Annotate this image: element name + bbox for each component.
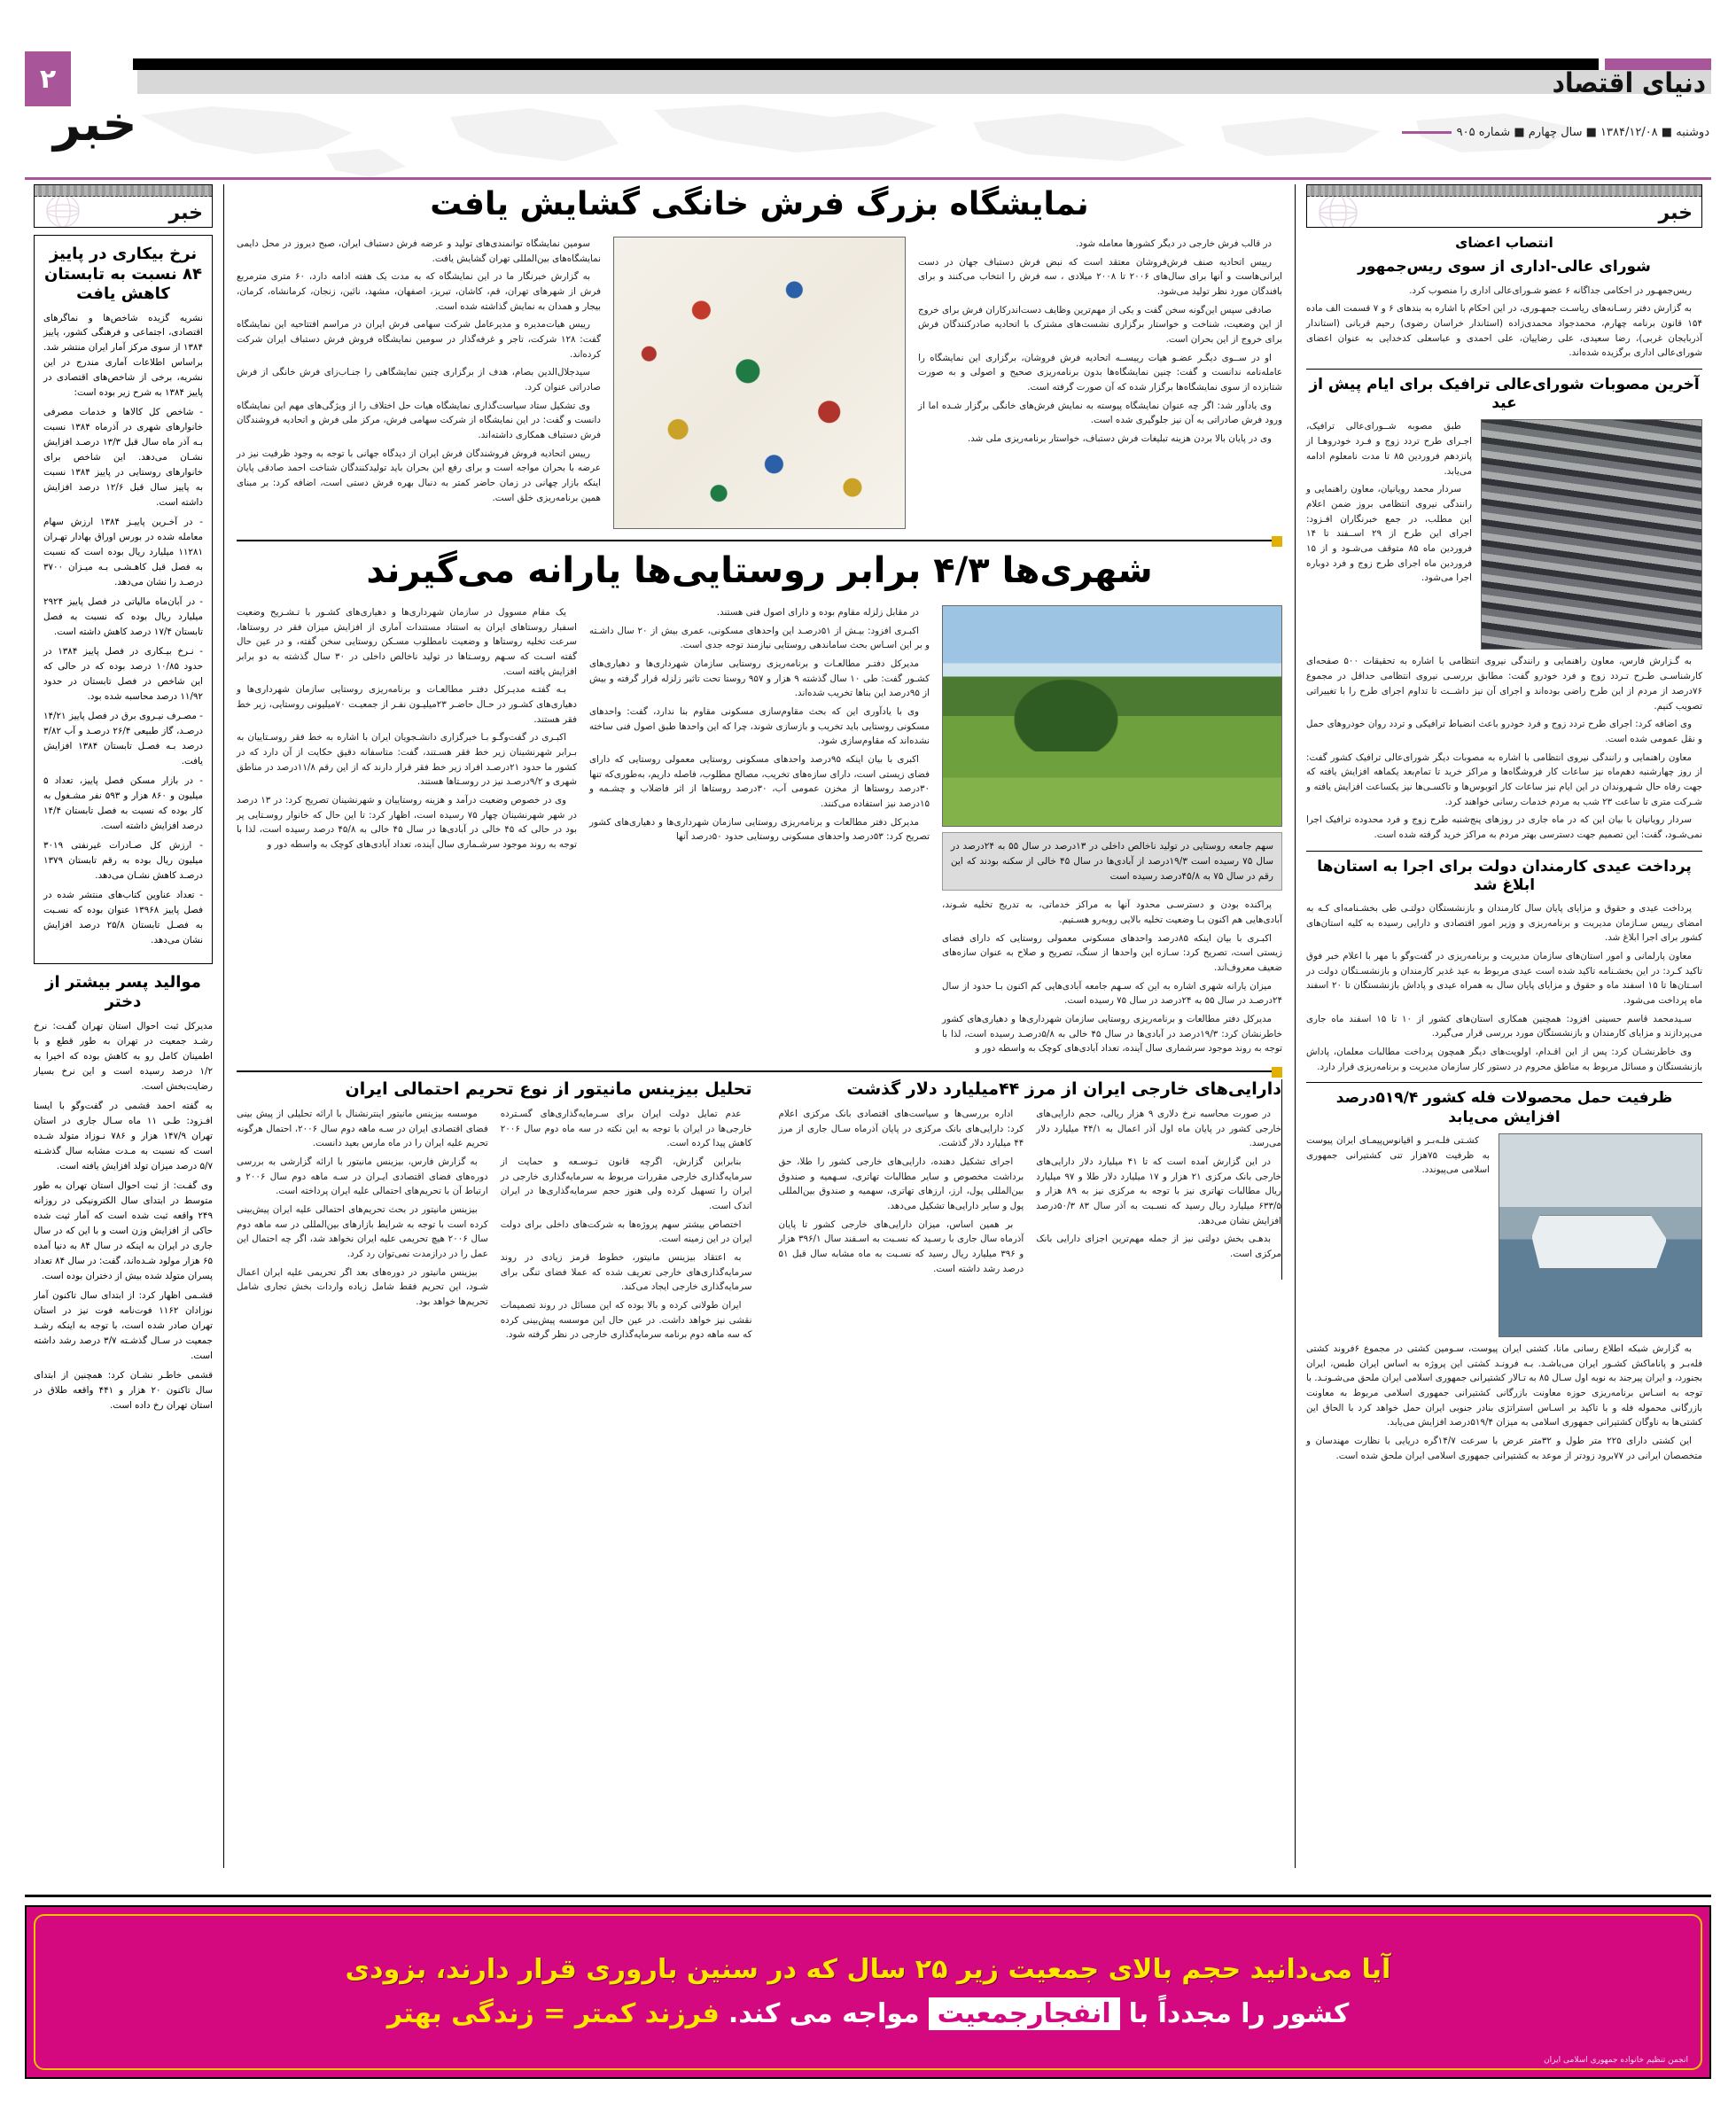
ad-headline-line2 <box>387 1997 1350 2030</box>
dateline-text: دوشنبه ■ ۱۳۸۴/۱۲/۰۸ ■ سال چهارم ■ شماره ۹۰۵ <box>1456 126 1709 139</box>
paragraph: او در ســوی دیگـر عضـو هیات رییســه اتحادیه فرش فروشان، برگزاری این نمایشگاه را عامله‌نامه ندانست و گفت: چنین نمایشگاه‌ها بدون برنامه‌ریزی صحیح و اصولی و به صورت شتابزده از سوی نمایشگاه‌ها برگزار شده که آن صورت گرفته است. <box>918 352 1282 393</box>
article-body-right <box>237 1107 488 1346</box>
section-divider <box>237 540 1282 541</box>
paragraph: وی اضافه کرد: اجرای طرح تردد زوج و فرد خودرو باعث انضباط ترافیکی و تردد روان خودروهای حمل و نقل عمومی شده است. <box>1306 719 1702 744</box>
article-headline: تحلیل بیزینس مانیتور از نوع تحریم احتمالی ایران <box>345 1079 752 1100</box>
paragraph: - در آبان‌ماه مالیاتی در فصل پاییز ۲۹۲۴ میلیارد ریال بوده که نسبت به فصل تابستان ۱۷/۴ درصد کاهش داشته است. <box>43 596 203 638</box>
paragraph: وی در پایان بالا بردن هزینه تبلیغات فرش دستباف، خواستار برنامه‌ریزی ملی شد. <box>968 433 1272 445</box>
paragraph: عدم تمایل دولت ایران برای سـرمایه‌گذاری‌های گسـترده خارجی‌ها در ایران با توجه به این نکته در سه ماه دوم سال ۲۰۰۶ کاهش پیدا کرده است. <box>500 1108 752 1149</box>
paragraph: سومین نمایشگاه توانمندی‌های تولید و عرضه فرش دستباف ایران، صبح دیروز در محل دایمی نمایشگاه‌های بین‌المللی تهران گشایش یافت. <box>237 238 601 264</box>
paragraph: سـیدمحمد قاسم حسینی افزود: همچنین همکاری استان‌های کشور از ۱۰ تا ۱۵ اسفند ماه جاری می‌پردازند و مزایای کارمندان و بازنشستگان مورد بررسی قرار می‌گیرد. <box>1306 1013 1702 1039</box>
paragraph: پرداخت عیدی و حقوق و مزایای پایان سال کارمندان و بازنشستگان دولتـی طی بخشـنامه‌ای کـه به امضای رییس سـازمان مدیریت و برنامه‌ریزی و وزیر امور اقتصادی و دارایی رسیده به کلیه استان‌های کشور برای اجرا ابلاغ شد. <box>1306 903 1702 944</box>
paragraph: بـه گفتـه مدیـرکل دفتـر مطالعـات و برنامه‌ریزی روستایی سازمان شهرداری‌ها و دهیاری‌های کشـور در حـال حاضـر ۲۳میلیـون نفـر از جمعیـت ۷۰میلیونی روستایی، زیر خط فقر هستند. <box>237 684 577 725</box>
paragraph: به گـزارش فارس، معاون راهنمایی و رانندگی نیروی انتظامی با اشاره به تحقیقات ۵۰۰ صفحه‌ای کارشناسـی طـرح تـردد زوج و فرد خودرو گفت: مطابق بررسـی نیروی انتظامی حداقل در مجموع ۷۶درصد از مردم از این طرح راضی بوده‌اند و اجرای آن نیز داشــت تا تداوم اجرای طرح را با تغییراتی تصویب کنیم. <box>1306 656 1702 712</box>
kicker-hatch <box>35 185 212 197</box>
article-body <box>1306 654 1702 842</box>
masthead-black-bar <box>133 58 1599 70</box>
paragraph: وی با یادآوری این که بحث مقاوم‌سازی مسکونی مقاوم بنا ندارد، گفت: واحدهای مسکونی روستایی باید تخریب و بازسازی شوند، چرا که این واحدها طبق اصول فنی ساخته نشده‌اند که مقاوم‌سازی شود. <box>589 706 930 747</box>
masthead-accent-rule <box>25 177 1711 180</box>
paragraph: اداره بررسی‌ها و سیاست‌های اقتصادی بانک مرکزی اعلام کرد: دارایی‌های بانک مرکزی در پایان آذرماه سـال جاری از مرز ۴۴ میلیارد دلار گذشت. <box>778 1108 1024 1149</box>
paragraph: مدیرکل ثبت احوال استان تهران گفـت: نرخ رشـد جمعیت در تهران به طور قطع و با اطمینان کامل رو به کاهش بوده که اخیرا به ۱/۲ درصد رسیده است و این نرخ بسیار رضایت‌بخش است. <box>34 1020 213 1092</box>
bottom-article-pair <box>237 1079 1282 1346</box>
paragraph: اکبـری افزود: بیـش از ۵۱درصـد این واحدهای مسکونی، عمری بیش از ۲۰ سال داشـته و بر این اسـاس بحث ساماندهی روستایی نیازمند توجه جدی است. <box>589 625 930 651</box>
paragraph: وی یادآور شد: اگر چه عنوان نمایشگاه پیوسته به نمایش فرش‌های خانگی برگزار شـده اما از ورود فرش صادراتی به آن نیز جلوگیری شده است. <box>918 400 1282 426</box>
paragraph: - شاخص کل کالاها و خدمات مصرفی خانوارهای شهری در آذرماه ۱۳۸۴ نسبت بـه آذر ماه سال قبل ۱۳/۳ درصـد افزایش نشـان می‌دهد. این شاخص برای خانوارهای روستایی در پاییز ۱۳۸۴ نسبت به پاییز سال قبل ۱۲/۶ درصد افزایش داشته است. <box>43 407 203 509</box>
paragraph: صادقی سپس این‌گونه سخن گفت و یکی از مهم‌ترین وظایف دست‌اندرکاران فرش برای خروج از این وضعیت، شناخت و خواستار برگزاری نشست‌های مشترک با اتحادیه صادرکنندگان فرش برای خروج از این بحران است. <box>918 304 1282 346</box>
paragraph: - تعداد عناوین کتاب‌های منتشر شده در فصل پاییز ۱۳۹۶۸ عنوان بوده که نسـبت به فصـل تابستان ۲۵/۸ درصد افزایش نشان می‌دهد. <box>43 889 203 946</box>
ad-slogan: فرزند کمتر = زندگی بهتر <box>386 1998 720 2029</box>
kicker-label: خبر <box>168 201 203 224</box>
photo-persian-carpet <box>613 237 906 529</box>
paragraph: مدیرکل دفتر مطالعات و برنامه‌ریزی روستایی سازمان شهرداری‌ها و دهیاری‌های کشور تصریح کرد: ۵۳درصد واحدهای مسکونی روستایی حدود ۵۰درصد آنها <box>589 816 930 843</box>
paragraph: رییس اتحادیه فروش فروشندگان فرش ایران از دیدگاه جهانی با توجه به وجود ظرفیت نیز در عرضه با بحران مواجه است و برای رفع این بحران باید تولیدکنندگان شناخت احمد صادقی پایان اینکه بازار چهانی در زمان حاضر کمتر به دنبال بهره فرش دستی است، اضافه کرد: بر مبنای همین برنامه‌ریزی خلق است. <box>237 448 601 503</box>
paragraph: بیزینس مانیتور در دوره‌های بعد اگر تحریمی علیه ایران اعمال شـود، این تحریم فقط شامل زیاده واردات بخش تجاری شامل تحریم‌ها خواهد بود. <box>237 1266 488 1307</box>
paragraph: وی خاطرنشـان کرد: پس از این اقـدام، اولویت‌های دیگر همچون پرداخت مطالبات معلمان، پاداش بازنشستگان و مسائل مربوط به مناطق محروم در دستور کار سازمان مدیریت و برنامه‌ریزی قرار دارد. <box>1306 1047 1702 1072</box>
article-body-a <box>237 605 577 856</box>
paragraph: رییس اتحادیه صنف فرش‌فروشان معتقد است که نبض فرش دستباف جهان در دست ایرانی‌هاست و آنها برای سال‌های ۲۰۰۶ تا ۲۰۰۸ میلادی ، سه فرش را انتخاب می‌کنند و برای بافندگان مورد نظر تولید می‌شود. <box>918 256 1283 298</box>
kicker-label: خبر <box>1658 201 1693 224</box>
paragraph: - در آخـرین پاییـز ۱۳۸۴ ارزش سهام معامله شده در بورس اوراق بهادار تهـران ۱۱۲۸۱ میلیارد ریال بوده است که نسبت به فصل قبل کاهـشـی بـه میـزان ۳۷۰۰ درصـد را نشان می‌دهد. <box>43 517 204 588</box>
divider <box>1306 1082 1702 1083</box>
article-headline: پرداخت عیدی کارمندان دولت برای اجرا به استان‌ها ابلاغ شد <box>1317 857 1692 894</box>
paragraph: وی در خصوص وضعیت درآمد و هزینه روستاییان و شهرنشینان تصریح کرد: در ۱۳ درصد در شهر شهرنشینان چهار ۷۵ رسیده است، اظهار کرد: تا این حال که خانوار روسـتایی پر بود در حالی که ۴۵ خالی در آبادی‌ها در سال ۴۵ خالی به ۴۵/۸ درصد رسیده است، لذا با توجه به روند موجود سرشـماری سال آینده، تعداد آبادی‌های کوچک به واسطه دور و <box>237 795 577 851</box>
ad-sponsor-credit: انجمن تنظیم خانواده جمهوری اسلامی ایران <box>1544 2056 1688 2065</box>
paragraph: بر همین اساس، میزان دارایی‌های خارجی کشور تا پایان آذرماه سال جاری با رسـید که نسـبت به اسـفند سال ۳۹۶/۱ هزار و ۳۹۶ میلیارد ریال رسید که نسـبت به ماه مشابه سال قبل ۵۱ درصد رشد داشته است. <box>778 1218 1024 1274</box>
article-birth-statistics <box>34 973 213 1413</box>
paragraph: اختصاص بیشتر سهم پروژه‌ها به شرکت‌های داخلی برای دولت ایران در این زمینه است. <box>500 1218 752 1245</box>
paragraph: رییس هیات‌مدیره و مدیرعامل شرکت سهامی فرش ایران در مراسم افتتاحیه این نمایشگاه گفت: ۱۲۸ شرکت، تاجر و غرفه‌گذار در سومین نمایشگاه فروش فرش دستباف ایران شرکت کرده‌اند. <box>237 319 601 360</box>
paragraph: - مصـرف نیـروی برق در فصل پاییز ۱۴/۲۱ درصـد، گاز طبیعی ۲۶/۴ درصـد و آب ۳/۸۲ درصد بـه فصـل تابستان ۱۳۸۴ افزایش یافت. <box>43 711 204 767</box>
paragraph: بدهـی بخش دولتی نیز از جمله مهم‌ترین اجزای دارایی بانک مرکزی است. <box>1036 1234 1281 1259</box>
paragraph: بنابراین گزارش، اگرچه قانون تـوسـعه و حمایت از سرمایه‌گذاری خارجی مقررات مربوط به سرمایه‌گذاری خارجی در ایران را تسهیل کرده ولی هنوز حجم سرمایه‌گذاری‌ها در ایران اندک است. <box>500 1156 752 1211</box>
page-number-badge: ۲ <box>25 51 71 106</box>
paragraph: وی تشکیل ستاد سیاست‌گذاری نمایشگاه هیات حل اختلاف را از ویژگی‌های مهم این نمایشگاه دانست و گفت: در این نمایشگاه از شرکت سهامی فرش، مرکز ملی فرش و اتحادیه فروشندگان فرش دستباف همکاری داشته‌اند. <box>237 400 601 441</box>
article-headline: شهری‌ها ۴/۳ برابر روستایی‌ها یارانه می‌گیرند <box>366 550 1153 591</box>
paragraph: کشـتی فلـه‌بـر و اقیانوس‌پیمـای ایران پیوست به ظرفیت ۷۵هزار تنی کشتیرانی جمهوری اسلامی می‌پیوندد. <box>1306 1134 1490 1176</box>
paragraph: اکبـری با بیان اینکه ۸۵درصد واحدهای مسکونی معمولی روستایی که دارای فضای زیستی است، تصریح کرد: سـازه این واحدها از سنگ، تصریح و صلاح به عنوان سازه‌های ضعیف معروف‌اند. <box>942 932 1282 974</box>
article-business-monitor <box>237 1079 752 1346</box>
article-carpet-exhibition <box>237 184 1282 529</box>
paragraph: مدیرکل دفتر مطالعات و برنامه‌ریزی روستایی سازمان شهرداری‌ها و دهیاری‌های کشور خاطرنشان کرد: ۱۹/۳درصد در آبادی‌ها در سال ۴۵ خالی به ۵/۸درصـد رسیده است، لذا با توجه به روند موجود سرشماری سال آینده، تعداد آبادی‌های کوچک به واسطه دور و <box>942 1014 1282 1055</box>
article-body-right <box>779 1107 1024 1280</box>
article-body-c <box>942 898 1282 1056</box>
paragraph: اجرای تشکیل دهنده، دارایی‌های خارجی کشور را طلا، حق برداشت مخصوص و سایر مطالبات تهاتری، سـهمیه و صندوق بین‌المللی پول، ارز، ارزهای تهاتری، سهمیه و صندوق بین‌المللی پول و سایر دارایی‌ها تشکیل می‌دهد. <box>778 1156 1024 1211</box>
article-headline: موالید پسر بیشتر از دختر <box>45 972 201 1012</box>
photo-traffic-jam <box>1481 419 1702 650</box>
kicker-news-right <box>1306 184 1702 228</box>
article-body <box>1306 284 1702 361</box>
article-lead <box>1306 419 1472 588</box>
article-body <box>34 1019 213 1413</box>
masthead-grey-bar <box>137 70 1711 94</box>
article-body-right <box>237 237 601 509</box>
ad-highlight-term: انفجارجمعیت <box>929 1997 1120 2030</box>
paragraph: قشـمی اظهار کرد: از ابتدای سال تاکنون آمار نوزادان ۱۱۶۲ فوت‌نامه فوت نیز در استان تهران صادر شده است، با توجه به اینکه رشـد جمعیت در سـال گذشـته ۳/۷ درصد رشد داشته است. <box>34 1289 213 1361</box>
paragraph: - ارزش کل صـادرات غیرنفتی ۳۰۱۹ میلیون ریال بوده به رقم تابستان ۱۳۷۹ درصـد کاهش نشـان می‌دهد. <box>43 839 203 881</box>
paragraph: به گزارش خبرنگار ما در این نمایشگاه که به مدت یک هفته ادامه دارد، ۶۰ متری مترمربع فرش از شهرهای تهران، قم، کاشان، تبریز، اصفهان، مشهد، نائین، زنجان، کرمانشاه، کرمان، بیجار و همدان به نمایش گذاشته شده است. <box>237 271 601 312</box>
article-lead <box>1306 1133 1490 1181</box>
photo-rural-field <box>942 605 1282 827</box>
article-appointment-supreme-council <box>1306 235 1702 361</box>
photo-and-caption <box>942 605 1282 1060</box>
paragraph: در مقابل زلزله مقاوم بوده و دارای اصول فنی هستند. <box>716 607 919 618</box>
masthead <box>0 0 1736 152</box>
column-right <box>1295 184 1711 1868</box>
article-body <box>43 311 203 948</box>
article-bulk-cargo-capacity <box>1306 1089 1702 1463</box>
article-traffic-council <box>1306 376 1702 843</box>
paragraph: موسسه بیزینس مانیتور اینترنشنال با ارائه تحلیلی از پیش بینی فضای اقتصادی ایران در سـه ماهه دوم سال ۲۰۰۶، احتمال هرگونه تحریم علیه ایران را در ماه مارس بعید دانست. <box>237 1108 488 1149</box>
paragraph: به گزارش دفتر رسـانه‌های ریاسـت جمهـوری، در این احکام با اشاره به بندهای ۶ و ۷ قسمت الف ماده ۱۵۴ قانون برنامه چهارم، محمدجواد محمدی‌زاده (استاندار خراسان رضوی) رحیم قربانی (استاندار آذربایجان غربی)، رضا سعیدی، علی رضاییان، علی احمدی و عباسعلی کدخدایی به عنوان اعضای شورای‌عالی اداری برگزیده شده‌اند. <box>1306 303 1702 359</box>
kicker-hatch <box>1307 185 1701 197</box>
article-headline: ظرفیت حمل محصولات فله کشور ۵۱۹/۴درصد افزایش می‌یابد <box>1335 1089 1673 1126</box>
paragraph: طبق مصوبه شــورای‌عالی ترافیک، اجـرای طرح تردد زوج و فـرد خودروهـا از پانزدهم فروردین ۸۵ تا مدت نامعلوم ادامه می‌یابد. <box>1306 421 1472 477</box>
paragraph: وی گفـت: از ثبت احوال استان تهران به طور متوسط در ابتدای سال الکترونیکی در روزانه ۲۴۹ واقعه ثبت شده است که آمار ثبت شده حاکی از افزایش وزن است و با این که در سال جاری در ایران به اینکه در سال ۸۴ به دنیا آمده ۶۵ هزار مولود شـده‌اند، گفت: در سال ۸۴ تعداد پسران متولد شده بیش از دختران بوده است. <box>34 1179 213 1281</box>
article-body <box>1306 1342 1702 1463</box>
article-body-left <box>1036 1107 1281 1280</box>
page-body <box>25 184 1711 1868</box>
paragraph: در این گزارش آمده است که تا ۴۱ میلیارد دلار دارایی‌های خارجی بانک مرکزی ۲۱ هزار و ۱۷ میلیارد دلار طلا و ۹۷ میلیارد ریال مطالبات تهاتری نیز با توجه به مرکزی نیز به ۸۹ هزار و ۶۳۳/۵ میلیارد ریال رسید که نسـبت به آذر سال ۸۳ ۵۰/۳درصد افزایش نشان می‌دهد. <box>1036 1156 1281 1226</box>
photo-wrap-carpet <box>613 237 906 529</box>
paragraph: اکبـری در گفت‌وگـو بـا خبرگزاری دانشـجویان ایران با اشاره به خط فقر روسـتاییان به بـرابر شهرنشینان زیر خط فقر هسـتند، گفت: متاسفانه دقیق حکایت از آن دارد که در کشور ما حدود ۲۱درصـد افراد زیر خط فقر قرار دارند که از این رقم ۱۱/۸درصد در مناطق شهری و ۹/۲درصـد نیز در روسـتاها هستند. <box>237 732 577 788</box>
paragraph: به گزارش فارس، بیزینس مانیتور با ارائه گزارشی به بررسی دوره‌های فضای اقتصادی ایـران در سـه ماهه دوم سال ۲۰۰۶ و ارتباط آن با تحریم‌های احتمالی علیه ایران پرداخته است. <box>237 1156 488 1197</box>
article-foreign-assets <box>767 1079 1283 1280</box>
photo-caption: سهم جامعه روستایی در تولید ناخالص داخلی در ۱۳درصد در سال ۵۵ به ۲۴درصد در سال ۷۵ رسیده است ۱۹/۳درصد از آبادی‌ها در سال ۴۵ خالی از سکنه بودند که این رقم در سال ۷۵ به ۴۵/۸درصد رسیده است <box>942 832 1282 891</box>
paragraph: ریس‌جمهـور در احکامی جداگانه ۶ عضو شـورای‌عالی اداری را منصوب کرد. <box>1409 284 1692 296</box>
article-headline: دارایی‌های خارجی ایران از مرز ۴۴میلیارد دلار گذشت <box>846 1079 1281 1100</box>
paragraph: در قالب فرش خارجی در دیگر کشورها معامله شود. <box>1076 238 1272 249</box>
paragraph: مدیرکل دفتـر مطالعـات و برنامه‌ریزی روستایی سازمان شهرداری‌ها و دهیاری‌های کشـور گفت: طی ۱۰ سال گذشته ۹ هزار و ۹۵۷ روستا تحت تاثیر زلزله قرار گرفته و بیش از ۹۵درصد این بناها تخریب شده‌اند. <box>589 658 930 699</box>
paragraph: سیدجلال‌الدین بصام، هدف از برگزاری چنین نمایشگاهی را جنـاب‌زای فرش خانگی از فرش صادراتی عنوان کرد. <box>237 367 601 393</box>
paragraph: اکبری با بیان اینکه ۹۵درصد واحدهای مسکونی روستایی معمولی روستایی که دارای فضای زیستی است، دارای سازه‌های تخریب، مصالح مطلوب، فاصله داریم، به‌طوری‌که تنها ۳۰درصد روستاها از مخزن عمومی آب، ۳۰درصد روستاها از اثر فاضلاب و چشـمه و ۱۵درصد نیز استفاده می‌کنند. <box>589 754 930 810</box>
paragraph: یک مقام مسوول در سازمان شهرداری‌ها و دهیاری‌های کشـور با تـشـریح وضعیت اسفبار روستاهای ایران به استناد مستندات آماری از افزایش میزان فقر در روستاها، سرعت تخلیه روستاها و وضعیت نامطلوب مسـکن روستایی سخن گفته، و در عین حال گفته اسـت که سـهم روسـتاها در تولید ناخالص داخلی در ۳۰ سال گذشته به دو برابر افزایش یافته است. <box>237 607 578 677</box>
paragraph: به اعتقاد بیزینس مانیتور، خطوط قرمز زیادی در روند سرمایه‌گذاری‌های خارجی تعریف شده که عملا فضای تنگی برای سرمایه‌گذاری خارجی ایجاد می‌کند. <box>500 1251 752 1293</box>
photo-cargo-ship <box>1499 1133 1702 1337</box>
divider <box>1306 369 1702 370</box>
column-left <box>25 184 224 1868</box>
globe-icon <box>1314 197 1362 227</box>
section-divider <box>237 1070 1282 1072</box>
article-body-left <box>501 1107 752 1346</box>
advertisement-banner[interactable] <box>25 1905 1711 2079</box>
ad-text-a: کشور را مجدداً با <box>1128 1998 1350 2029</box>
dateline <box>1402 126 1709 139</box>
paragraph: بیزینس مانیتور در بحث تحریم‌های احتمالی علیه ایران پیش‌بینی کرده است با توجه به شرایط بازارهای بین‌المللی در سه ماهه دوم سال ۲۰۰۶ هیچ تحریمی علیه ایران نخواهد شد، اگر چه احتمال این عمل را در درازمدت نمی‌توان رد کرد. <box>237 1203 488 1259</box>
globe-icon <box>42 197 84 227</box>
article-headline: نرخ بیکاری در پاییز ۸۴ نسبت به تابستان کاهش یافت <box>44 245 202 303</box>
article-unemployment-rate <box>34 235 213 964</box>
column-middle <box>224 184 1295 1868</box>
article-body-left <box>918 237 1282 450</box>
paragraph: قشمی خاطـر نشـان کرد: همچنین از ابتدای سال تاکنون ۲۰ هزار و ۴۴۱ واقعه طلاق در استان تهران رخ داده است. <box>34 1369 214 1411</box>
article-urban-rural-subsidy <box>237 549 1282 1060</box>
article-headline: نمایشگاه بزرگ فرش خانگی گشایش یافت <box>430 186 1089 222</box>
paragraph: به گزارش شبکه اطلاع رسانی مانا، کشتی ایران پیوست، سـومین کشتی در مجموع ۶فروند کشتی فله‌بـر و پاناماکش کشـور ایران می‌باشـد. بـه فرونـد کشتی این پروژه به اساس ایران طبس، ایران بجنورد، و ایران پیرجند به نوبه اول سـال ۸۵ به تـالار کشتیرانی جمهوری اسلامی ایران ملحق می‌شـونـد. با توجه به اسـاس برنامه‌ریزی حوزه معاونت بازرگانی کشتیرانی جمهوری اسلامی مربوط به معاونت بازرگانی محموله فله و با تاکید بر اسـاس استراتژی بنادر جنوبی ایران حمل خواهد کرد با الحاق این کشتی‌ها به ناوگان کشتیرانی جمهوری اسلامی به میزان ۵۱۹/۴درصد افزایش می‌یابد. <box>1306 1343 1702 1428</box>
paragraph: معاون راهنمایی و رانندگی نیروی انتظامی با اشاره به مصوبات دیگر شورای‌عالی ترافیک کشور گفت: از روز چهارشنبه دهم‌ماه نیز ساعات کار فروشگاه‌ها و مراکز خرید تا تمام‌بعد یکماهه افزایش یافته که جهت رفاه حال شـهروندان در این ایام نیز ساعات کار اتوبوس‌ها و تاکسـی‌ها نیز یکساعت افزایش یافته و شـرکت متری تا ساعت ۲۳ شب به مردم خدمات رسانی خواهند کرد. <box>1306 751 1702 807</box>
article-body-b <box>589 605 930 848</box>
paragraph: نشریه گزیده شاخص‌ها و نماگرهای اقتصادی، اجتماعی و فرهنگی کشور، پاییز ۱۳۸۴ از سوی مرکز آمار ایران منتشر شد. براساس اطلاعات آماری مندرج در این نشریه، برخی از شاخص‌های اقتصادی در پاییز ۱۳۸۴ به شرح زیر بوده است: <box>43 312 203 399</box>
divider <box>1306 851 1702 852</box>
paragraph: - در بازار مسکن فصل پاییز، تعداد ۵ میلیون و ۸۶۰ هزار و ۵۹۳ نفر مشـغول به کار بوده که نسبت به فصل تابستان ۱۴/۴ درصد افزایش داشته است. <box>43 775 203 831</box>
ad-headline-line1: آیا می‌دانید حجم بالای جمعیت زیر ۲۵ سال که در سنین باروری قرار دارند، بزودی <box>345 1954 1391 1985</box>
kicker-news-left <box>34 184 213 228</box>
paragraph: میزان یارانه شهری اشاره به این که سـهم جامعه آبادی‌هایی کم اکنون بـا حدود از سال ۲۴درصـد در سال ۵۵ به ۲۴درصد در سال ۷۵ رسیده است. <box>942 980 1282 1007</box>
paragraph: این کشتی دارای ۲۲۵ متر طول و ۳۲متر عرض با سرعت ۱۴/۷گره دریایی با نظارت مهندسان و متخصصان ایرانی در ۷۷برود زودتر از موعد به کشتیرانی جمهوری اسلامی ایران ملحق شده است. <box>1306 1435 1702 1461</box>
paragraph: سردار رویانیان با بیان این که در ماه جاری در روزهای پنج‌شنبه طرح زوج و فرد محدوده ترافیک اجرا نمی‌شـود، گفت: این تصمیم جهت دسترسی بهتر مردم به مراکز خرید گرفته شده است. <box>1306 814 1702 840</box>
paragraph: سردار محمد رویانیان، معاون راهنمایی و رانندگی نیروی انتظامی بروز ضمن اعلام این مطلب، در جمع خبرنگاران افـزود: اجرای این طرح از ۲۹ اســفند تا ۱۴ فروردین ماه ۸۵ متوقف می‌شـود و از ۱۵ فروردین ماه اجرای طرح زوج و فرد دوباره اجرا می‌شود. <box>1306 484 1473 584</box>
dateline-dash <box>1402 131 1452 134</box>
ad-top-rule <box>25 1895 1711 1897</box>
paragraph: معاون پارلمانی و امور استان‌های سازمان مدیریت و برنامه‌ریزی در گفت‌وگو با مهر با اعلام خبر فوق تاکید کـرد: در این بخشـنامه تاکید شده است عیدی مربوط به عید غدیر کارمندان و بازنشسـتگان دولت در اسـتان‌ها تا ۱۵ اسفند ماه و حقوق و مزایای پایان سال به همراه عیدی و پاداش بازنشستگان تا ۲۰ اسفند ماه پرداخت می‌شود. <box>1306 951 1703 1007</box>
paragraph: ایران طولانی کرده و بالا بوده که این مسائل در روند تصمیمات نقشی نیز خواهد داشت. در عین حال این موسسه پیش‌بینی کرده که سه ماهه دوم برنامه سرمایه‌گذاری خارجی در نظر گرفته شود. <box>500 1299 752 1341</box>
page-section-title: خبر <box>53 96 137 152</box>
article-headline: آخرین مصوبات شورای‌عالی ترافیک برای ایام پیش از عید <box>1309 375 1700 413</box>
publication-logo: دنیای اقتصاد <box>1552 67 1707 99</box>
article-body <box>1306 901 1702 1074</box>
paragraph: به گفته احمد قشمی در گفت‌وگو با ایسنا افـزود: طـی ۱۱ ماه سـال جاری در استان تهران ۱۴۷/۹ هزار و ۷۸۶ نـوزاد متولد شـده است که نسبت به مـدت مشابه سال گذشـته ۵/۷ درصد میزان تولد افزایش یافته است. <box>34 1100 213 1171</box>
paragraph: در صورت محاسبه نرخ دلاری ۹ هزار ریالی، حجم دارایی‌های خارجی کشور در پایان ماه اول آذر اعمال به ۴۴/۱ میلیارد دلار می‌رسد. <box>1036 1108 1281 1149</box>
paragraph: پراکنده بودن و دسترسـی محدود آنها به مراکز خدماتی، به تدریج تخلیه شـوند، آبادی‌هایی هم اکنون بـا وضعیت تخلیه بالایی روبه‌رو هسـتیم. <box>942 899 1282 926</box>
article-kicker-headline: انتصاب اعضای <box>1455 235 1553 251</box>
paragraph: - نـرخ بیـکاری در فصل پاییز ۱۳۸۴ در حدود ۱۰/۸۵ درصد بوده که در حالی که این شاخص در فصل تابستان در حدود ۱۱/۹۲ درصد محاسبه شده بود. <box>43 646 203 703</box>
article-headline: شورای عالی-اداری از سوی ریس‌جمهور <box>1358 258 1651 276</box>
article-employee-eidi-payment <box>1306 858 1702 1075</box>
ad-text-b: مواجه می کند. <box>728 1998 920 2029</box>
